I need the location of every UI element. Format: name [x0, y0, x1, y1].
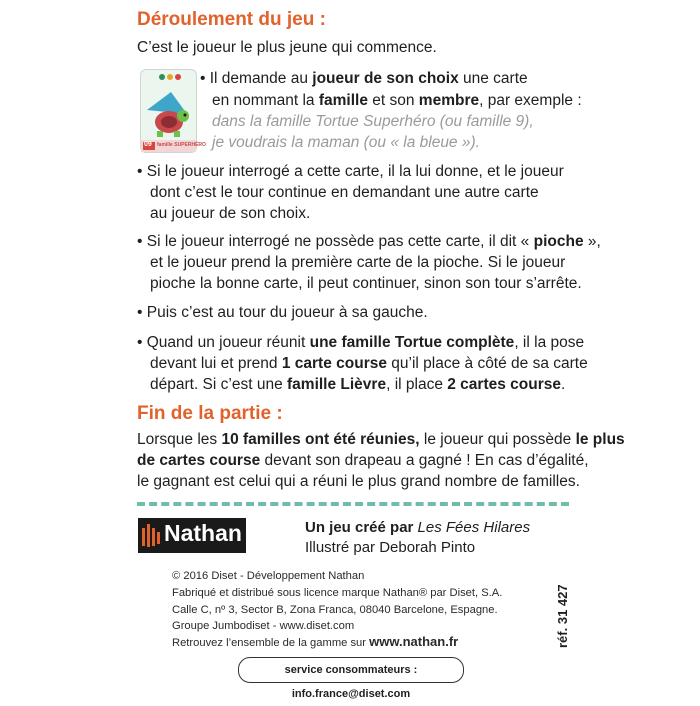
bullet1-example-line1: dans la famille Tortue Superhéro (ou famille 9), — [212, 113, 534, 130]
bullet1-example-line2: je voudrais la maman (ou « la bleue »). — [212, 134, 480, 151]
section-title-deroulement: Déroulement du jeu : — [137, 9, 326, 30]
bullet2-line1: • Si le joueur interrogé a cette carte, il la lui donne, et le joueur — [137, 163, 564, 180]
nathan-logo-mark — [142, 522, 164, 549]
card-number: 09 — [144, 141, 152, 148]
dashed-divider — [137, 502, 569, 506]
fin-line1: Lorsque les 10 familles ont été réunies, le joueur qui possède le plus — [137, 431, 625, 448]
card-family-label: famille SUPERHÉRO — [157, 142, 206, 148]
legal-line1: © 2016 Diset - Développement Nathan — [172, 570, 365, 582]
bullet5-line2: devant lui et prend 1 carte course qu’il place à côté de sa carte — [150, 355, 588, 372]
bullet2-line3: au joueur de son choix. — [150, 205, 311, 222]
service-contact-badge: service consommateurs : info.france@diset.com — [238, 657, 464, 683]
section-title-fin: Fin de la partie : — [137, 403, 283, 424]
bullet1-line2: en nommant la famille et son membre, par exemple : — [212, 92, 582, 109]
nathan-website-link[interactable]: www.nathan.fr — [369, 634, 459, 649]
intro-text: C’est le joueur le plus jeune qui commence. — [137, 39, 437, 56]
bullet3-line1: • Si le joueur interrogé ne possède pas cette carte, il dit « pioche », — [137, 233, 601, 250]
nathan-logo-text: Nathan — [164, 520, 242, 546]
product-reference: réf. 31 427 — [555, 584, 570, 648]
legal-line2: Fabriqué et distribué sous licence marque Nathan® par Diset, S.A. — [172, 587, 503, 599]
bullet4-line1: • Puis c’est au tour du joueur à sa gauche. — [137, 304, 428, 321]
legal-line3: Calle C, nº 3, Sector B, Zona Franca, 08040 Barcelone, Espagne. — [172, 604, 498, 616]
bullet2-line2: dont c’est le tour continue en demandant une autre carte — [150, 184, 539, 201]
bullet3-line2: et le joueur prend la première carte de la pioche. Si le joueur — [150, 254, 566, 271]
fin-line3: le gagnant est celui qui a réuni le plus grand nombre de familles. — [137, 473, 580, 490]
fin-line2: de cartes course devant son drapeau a gagné ! En cas d’égalité, — [137, 452, 589, 469]
turtle-card-image — [140, 69, 206, 153]
bullet5-line3: départ. Si c’est une famille Lièvre, il place 2 cartes course. — [150, 376, 566, 393]
nathan-logo — [138, 518, 246, 553]
legal-line5: Retrouvez l’ensemble de la gamme sur www.nathan.fr — [172, 634, 459, 649]
bullet3-line3: pioche la bonne carte, il peut continuer, sinon son tour s’arrête. — [150, 275, 582, 292]
bullet1-line1: • Il demande au joueur de son choix une carte — [200, 70, 528, 87]
bullet5-line1: • Quand un joueur réunit une famille Tortue complète, il la pose — [137, 334, 585, 351]
legal-line4: Groupe Jumbodiset - www.diset.com — [172, 620, 355, 632]
credit-created-by: Un jeu créé par Les Fées Hilares — [305, 519, 531, 536]
credit-illustrated: Illustré par Deborah Pinto — [305, 539, 476, 556]
